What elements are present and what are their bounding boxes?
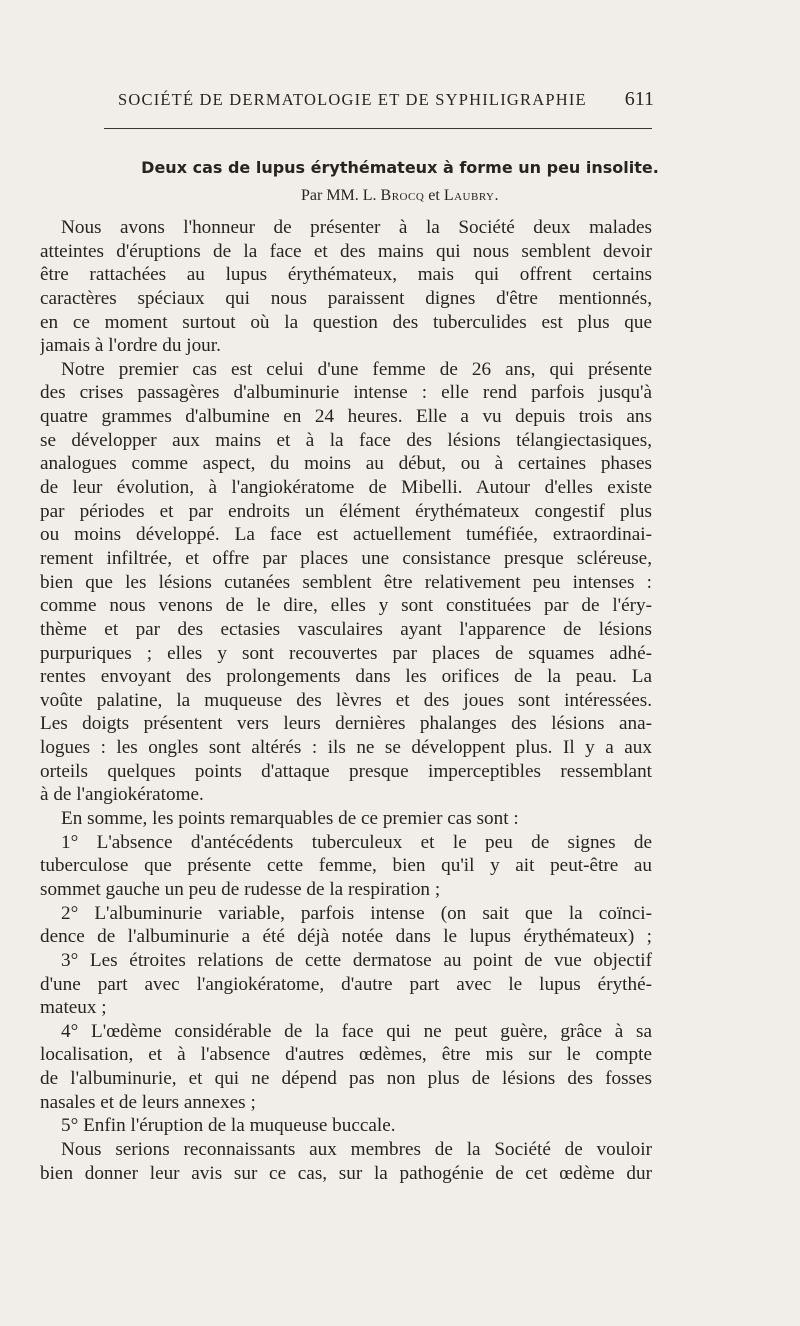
text-line: purpuriques ; elles y sont recouvertes par places de squames adhé- <box>40 642 652 664</box>
text-line: 1° L'absence d'antécédents tuberculeux et le peu de signes de <box>61 831 652 853</box>
text-line: être rattachées au lupus érythémateux, mais qui offrent certains <box>40 264 652 286</box>
text-line: dence de l'albuminurie a été déjà notée dans le lupus érythémateux) ; <box>40 926 652 948</box>
text-line: logues : les ongles sont altérés : ils ne se développent plus. Il y a aux <box>40 737 652 759</box>
text-line: quatre grammes d'albumine en 24 heures. Elle a vu depuis trois ans <box>40 406 652 428</box>
text-line: comme nous venons de le dire, elles y sont constituées par de l'éry- <box>40 595 652 617</box>
author-laubry: Laubry. <box>443 187 499 204</box>
text-line: rentes envoyant des prolongements dans les orifices de la peau. La <box>40 666 652 688</box>
byline-prefix: Par MM. L. <box>300 187 377 204</box>
text-line: à de l'angiokératome. <box>40 784 204 806</box>
text-line: Nous serions reconnaissants aux membres de la Société de vouloir <box>61 1138 652 1160</box>
text-line: 3° Les étroites relations de cette dermatose au point de vue objectif <box>61 949 652 971</box>
text-line: Nous avons l'honneur de présenter à la Société deux malades <box>61 217 652 238</box>
article-title: Deux cas de lupus érythémateux à forme un peu insolite. <box>141 158 659 177</box>
text-line: 4° L'œdème considérable de la face qui ne peut guère, grâce à sa <box>61 1020 652 1042</box>
text-line: 2° L'albuminurie variable, parfois intense (on sait que la coïnci- <box>61 902 652 924</box>
text-line: caractères spéciaux qui nous paraissent dignes d'être mentionnés, <box>40 287 652 309</box>
text-line: se développer aux mains et à la face des lésions télangiectasiques, <box>40 429 652 451</box>
text-line: analogues comme aspect, du moins au début, ou à certaines phases <box>40 453 652 475</box>
text-line: de leur évolution, à l'angiokératome de Mibelli. Autour d'elles existe <box>40 477 652 499</box>
text-line: rement infiltrée, et offre par places une consistance presque scléreuse, <box>40 547 652 569</box>
text-line: 5° Enfin l'éruption de la muqueuse buccale. <box>61 1115 396 1137</box>
text-line: en ce moment surtout où la question des tuberculides est plus que <box>40 311 652 333</box>
text-line: Notre premier cas est celui d'une femme de 26 ans, qui présente <box>61 358 652 380</box>
text-line: par périodes et par endroits un élément érythémateux congestif plus <box>40 500 652 522</box>
text-line: nasales et de leurs annexes ; <box>40 1091 256 1113</box>
text-line: voûte palatine, la muqueuse des lèvres et des joues sont intéressées. <box>40 689 652 711</box>
running-title: SOCIÉTÉ DE DERMATOLOGIE ET DE SYPHILIGRAPHIE <box>118 90 587 109</box>
text-line: orteils quelques points d'attaque presque imperceptibles ressemblant <box>40 760 652 782</box>
text-line: ou moins développé. La face est actuellement tuméfiée, extraordinai- <box>40 524 652 546</box>
text-line: sommet gauche un peu de rudesse de la respiration ; <box>40 878 441 900</box>
author-brocq: Brocq <box>380 187 425 204</box>
text-line: thème et par des ectasies vasculaires ayant l'apparence de lésions <box>40 618 652 640</box>
text-line: d'une part avec l'angiokératome, d'autre part avec le lupus érythé- <box>40 973 652 995</box>
header-rule <box>104 128 652 129</box>
running-header <box>118 88 654 114</box>
text-line: Les doigts présentent vers leurs dernières phalanges des lésions ana- <box>40 713 652 735</box>
text-line: de l'albuminurie, et qui ne dépend pas non plus de lésions des fosses <box>40 1068 652 1090</box>
text-line: En somme, les points remarquables de ce premier cas sont : <box>61 808 519 830</box>
text-line: mateux ; <box>40 997 107 1019</box>
text-line: localisation, et à l'absence d'autres œdèmes, être mis sur le compte <box>40 1044 652 1066</box>
text-line: bien que les lésions cutanées semblent être relativement peu intenses : <box>40 571 652 593</box>
text-line: des crises passagères d'albuminurie intense : elle rend parfois jusqu'à <box>40 382 652 404</box>
byline <box>60 187 740 205</box>
byline-and: et <box>428 187 440 204</box>
text-line: bien donner leur avis sur ce cas, sur la pathogénie de cet œdème dur <box>40 1162 652 1184</box>
text-line: jamais à l'ordre du jour. <box>40 335 221 357</box>
text-line: atteintes d'éruptions de la face et des mains qui nous semblent devoir <box>40 240 652 262</box>
page-number: 611 <box>624 88 654 110</box>
article-body <box>40 216 652 1185</box>
text-line: tuberculose que présente cette femme, bien qu'il y ait peut-être au <box>40 855 652 877</box>
